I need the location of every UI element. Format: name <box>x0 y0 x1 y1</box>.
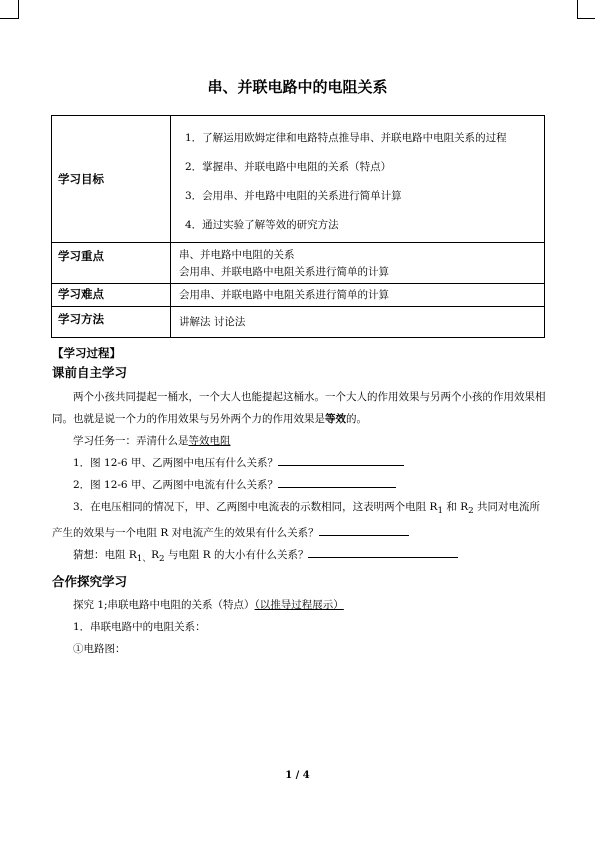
objective-item: 4．通过实验了解等效的研究方法 <box>185 219 339 231</box>
learning-plan-table <box>51 115 545 338</box>
guess-text: 与电阻 R 的大小有什么关系？ <box>164 549 309 562</box>
page-title: 串、并联电路中的电阻关系 <box>207 78 388 96</box>
learning-process <box>52 344 547 660</box>
question-text: 2．图 12-6 甲、乙两图中电流有什么关系？ <box>73 479 278 491</box>
answer-blank[interactable] <box>278 454 404 466</box>
guess-line <box>52 544 547 570</box>
subscript: 2 <box>468 506 474 517</box>
intro-paragraph <box>52 386 547 430</box>
key-points-label: 学习重点 <box>58 249 104 263</box>
key-points-row <box>52 243 545 284</box>
section-heading-cooperative: 合作探究学习 <box>52 574 128 590</box>
question-text: 1．图 12-6 甲、乙两图中电压有什么关系？ <box>73 457 278 469</box>
difficulties-row <box>52 284 545 307</box>
answer-blank[interactable] <box>308 546 458 558</box>
key-point-line: 串、并电路中电阻的关系 <box>179 249 295 261</box>
probe-note: （以推导过程展示） <box>254 599 344 612</box>
task-term: 等效电阻 <box>188 435 231 447</box>
crop-mark-top-right <box>577 0 595 19</box>
series-resistance-item: 1．串联电路中的电阻关系： <box>73 621 206 634</box>
question-1 <box>52 452 547 474</box>
answer-blank[interactable] <box>319 524 409 536</box>
objective-item: 2．掌握串、并联电路中电阻的关系（特点） <box>185 161 392 173</box>
methods-text: 讲解法 讨论法 <box>179 316 246 328</box>
crop-mark-top-left <box>0 0 19 19</box>
objective-item: 1．了解运用欧姆定律和电路特点推导串、并联电路中电阻关系的过程 <box>185 132 507 144</box>
task-prefix: 学习任务一：弄清什么是 <box>73 435 189 447</box>
section-heading-self-study: 课前自主学习 <box>52 365 128 380</box>
task-one <box>52 430 547 452</box>
guess-text: 猜想：电阻 R <box>73 549 137 562</box>
difficulties-text: 会用串、并联电路中电阻关系进行简单的计算 <box>179 289 389 301</box>
circuit-diagram-item: ①电路图： <box>73 643 126 656</box>
intro-end: 的。 <box>346 413 367 425</box>
subscript: 1、 <box>136 554 152 565</box>
objectives-row <box>52 116 545 243</box>
process-heading: 【学习过程】 <box>52 346 121 360</box>
guess-text: R <box>151 549 159 562</box>
page-number: 1 / 4 <box>285 770 310 781</box>
probe-one <box>52 594 547 616</box>
key-point-line: 会用串、并联电路中电阻关系进行简单的计算 <box>179 266 389 278</box>
answer-blank[interactable] <box>278 476 396 488</box>
question-text: 共同对电流所产生的效果与一个电阻 R 对电流产生的效果有什么关系？ <box>52 501 541 540</box>
question-text: 3．在电压相同的情况下，甲、乙两图中电流表的示数相同，这表明两个电阻 R <box>73 501 438 513</box>
difficulties-label: 学习难点 <box>58 287 104 301</box>
methods-label: 学习方法 <box>58 312 104 326</box>
intro-emphasis: 等效 <box>325 413 346 425</box>
subscript: 2 <box>158 554 165 565</box>
probe-text: 探究 1;串联电路中电阻的关系（特点） <box>73 599 255 612</box>
objectives-label: 学习目标 <box>58 172 104 186</box>
subscript: 1 <box>437 506 444 517</box>
intro-text: 两个小孩共同提起一桶水，一个大人也能提起这桶水。一个大人的作用效果与另两个小孩的作用效果相同。也就是说一个力的作用效果与另外两个力的作用效果是 <box>52 391 546 425</box>
question-text: 和 R <box>443 501 469 513</box>
question-3 <box>52 496 547 544</box>
objective-item: 3．会用串、并电路中电阻的关系进行简单计算 <box>185 190 402 202</box>
methods-row <box>52 307 545 338</box>
question-2 <box>52 474 547 496</box>
